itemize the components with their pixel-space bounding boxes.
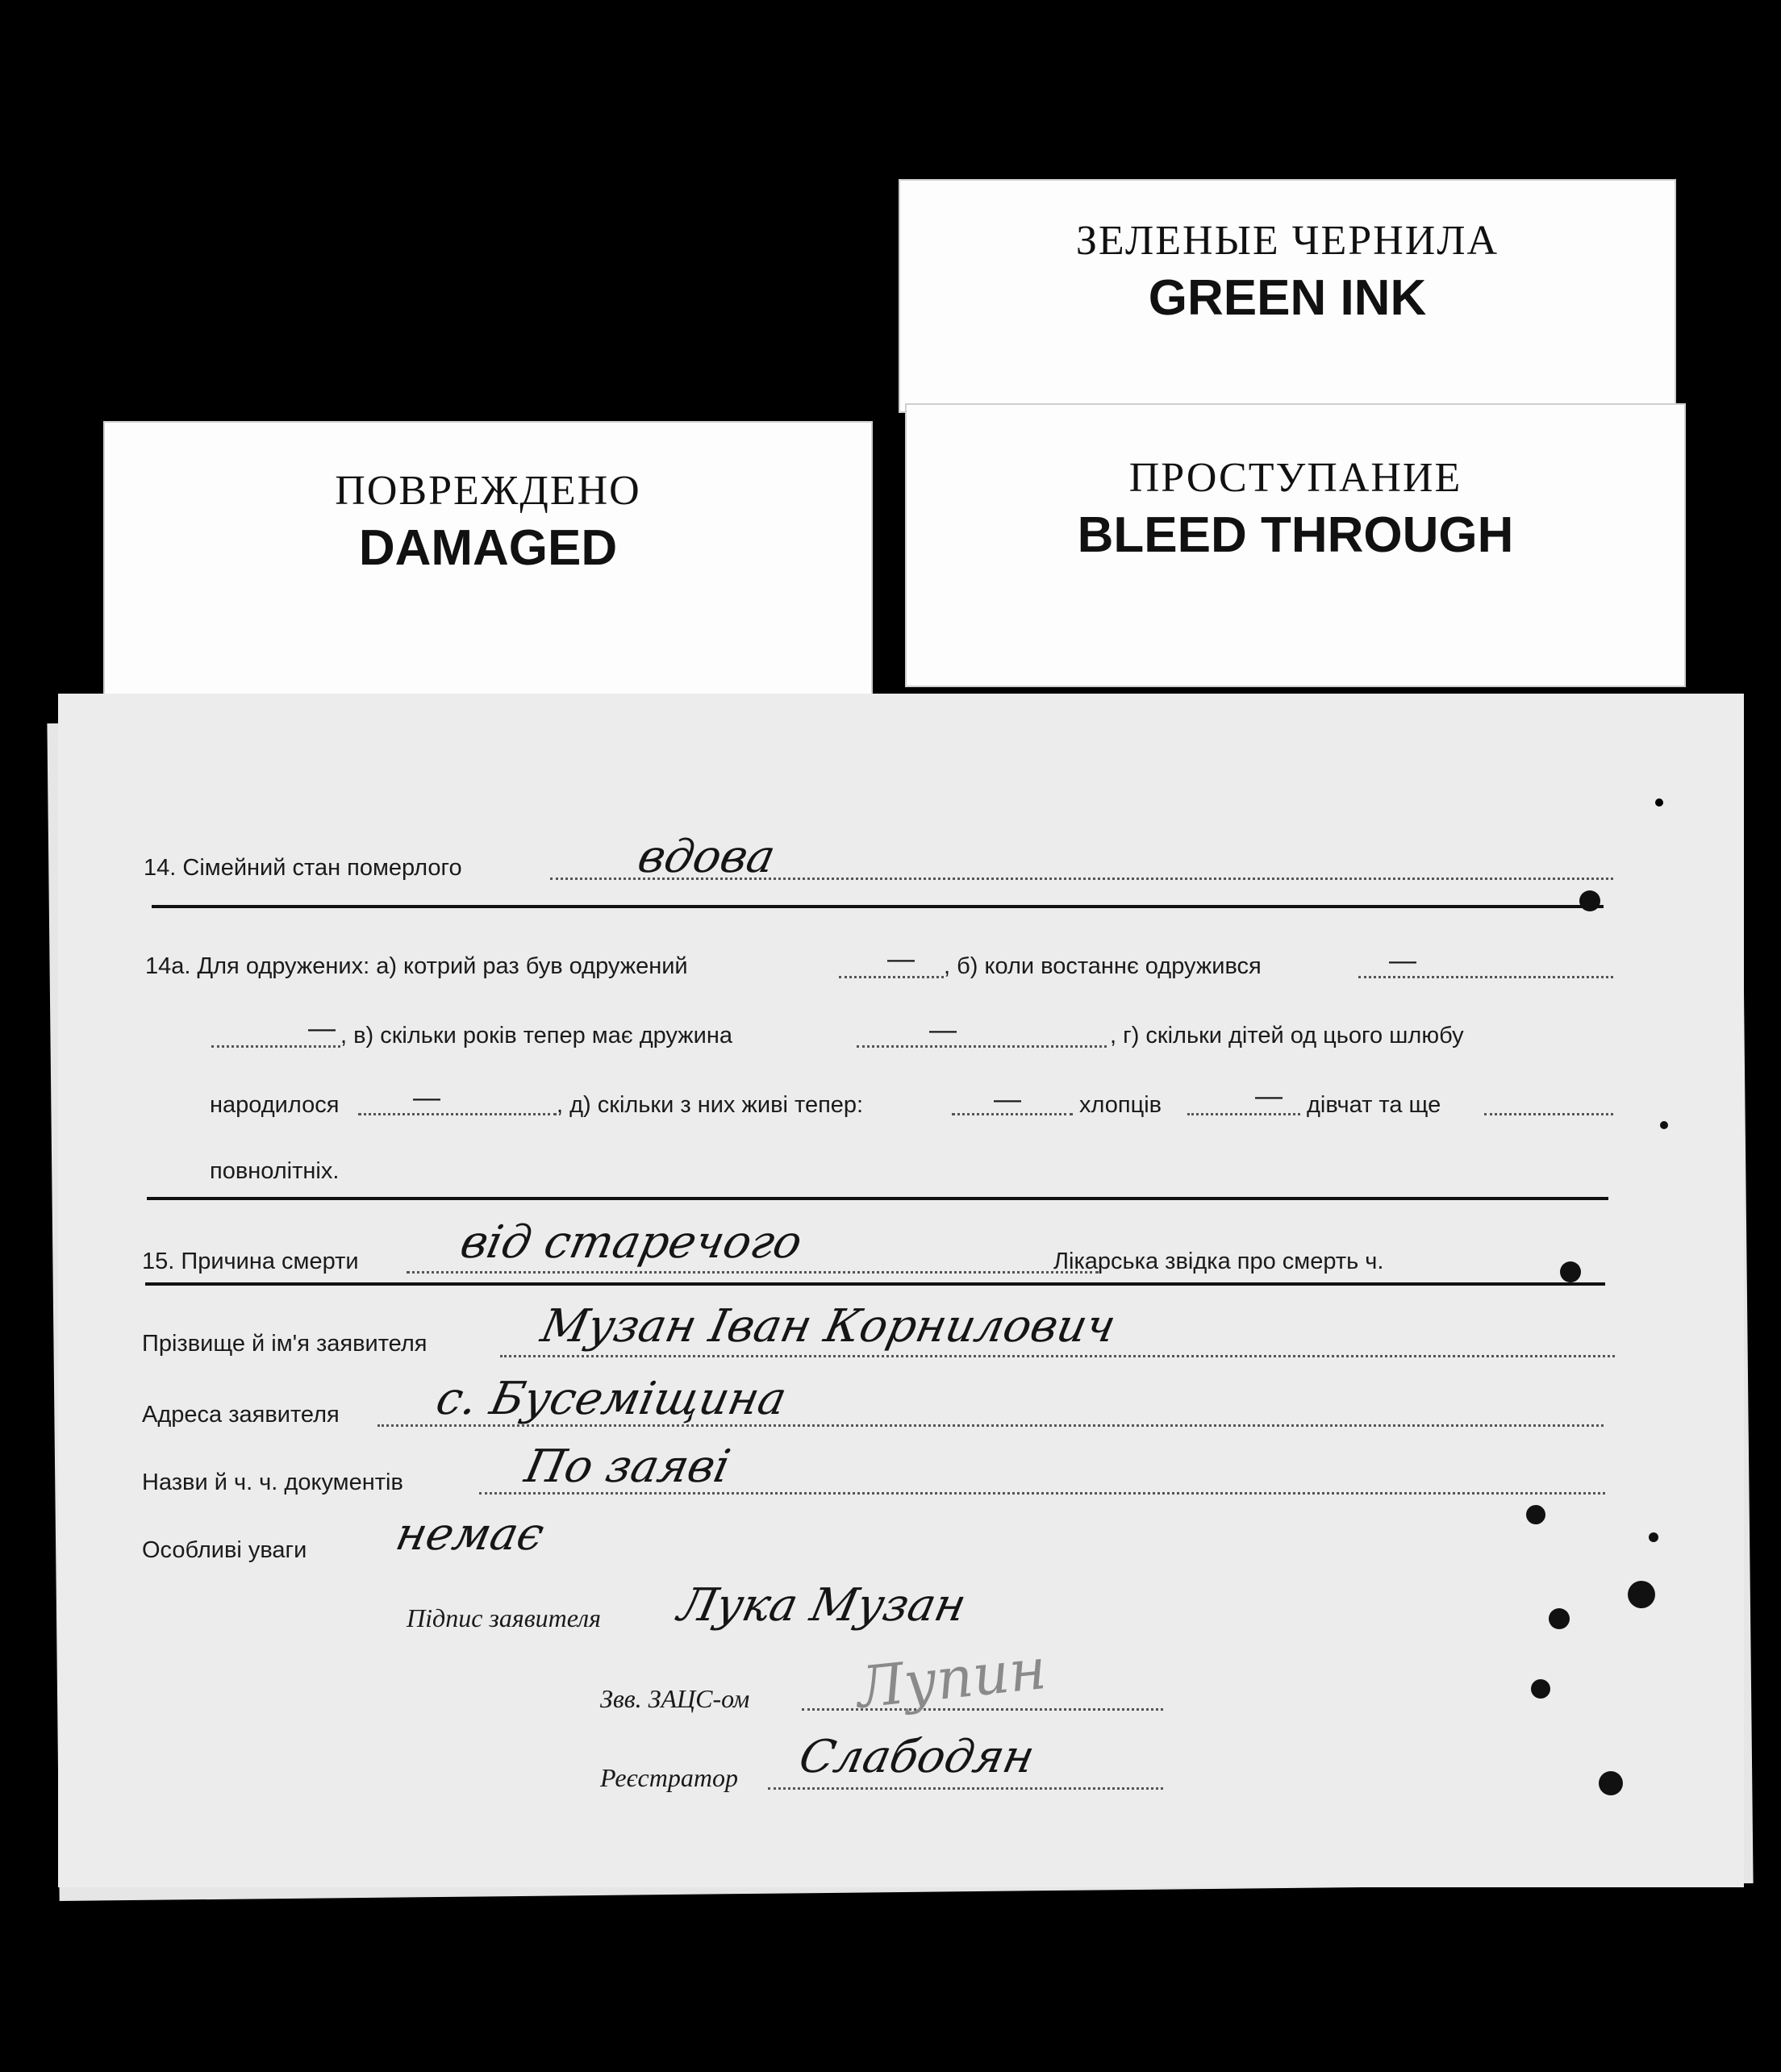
q14a-c-dots: [857, 1045, 1107, 1048]
applicant-name-label: Прізвище й ім'я заявителя: [142, 1331, 428, 1357]
q14a-boys-label: хлопців: [1079, 1092, 1162, 1118]
rule-after-14: [152, 905, 1604, 908]
punch-hole: [1549, 1608, 1570, 1629]
q14-value: вдова: [633, 831, 780, 883]
q14a-e-answer: —: [413, 1082, 440, 1113]
edge-speck: [1655, 798, 1663, 807]
applicant-address-label: Адреса заявителя: [142, 1402, 340, 1428]
registrar-value: Слабодян: [795, 1731, 1040, 1783]
applicant-name-value: Музан Іван Корнилович: [536, 1300, 1120, 1353]
signature-label: Підпис заявителя: [407, 1603, 601, 1632]
q15-value: від старечого: [456, 1216, 807, 1269]
death-record-form: [58, 694, 1744, 1887]
verified-dots: [802, 1708, 1163, 1711]
q14a-girls-dots: [1484, 1113, 1613, 1115]
q14a-g-answer: —: [1255, 1081, 1283, 1111]
q14a-label: 14а. Для одружених: а) котрий раз був одружений: [145, 953, 688, 979]
signature-value: Лука Музан: [674, 1579, 971, 1632]
q14a-e-dots: [358, 1113, 557, 1115]
applicant-name-dots: [500, 1355, 1615, 1357]
q14a-a-dots: [839, 976, 944, 978]
punch-hole: [1579, 890, 1600, 911]
q14a-a-answer: —: [887, 944, 915, 974]
documents-label: Назви й ч. ч. документів: [142, 1470, 403, 1495]
punch-hole: [1649, 1532, 1658, 1542]
applicant-address-value: с. Бусеміщина: [432, 1373, 791, 1425]
q14a-b-answer: —: [1389, 945, 1416, 976]
q14a-g-dots: [1187, 1113, 1300, 1115]
q14a-b-label: , б) коли востаннє одружився: [944, 953, 1262, 979]
bleed-through-ru: ПРОСТУПАНИЕ: [1128, 455, 1462, 501]
q14a-c-answer: —: [929, 1015, 957, 1045]
q14a-f-label: , д) скільки з них живі тепер:: [557, 1092, 864, 1118]
green-ink-ru: ЗЕЛЕНЫЕ ЧЕРНИЛА: [1075, 218, 1499, 264]
q14a-b2-dots: [211, 1045, 340, 1048]
bleed-through-en: BLEED THROUGH: [1077, 507, 1514, 563]
punch-hole: [1599, 1771, 1623, 1795]
q14a-c-label: , в) скільки років тепер має дружина: [340, 1023, 733, 1049]
q15-label: 15. Причина смерти: [142, 1249, 359, 1274]
damaged-card: [103, 421, 873, 711]
green-ink-en: GREEN INK: [1148, 270, 1427, 326]
q14a-d-label: , г) скільки дітей од цього шлюбу: [1110, 1023, 1464, 1049]
q14-label: 14. Сімейний стан померлого: [144, 855, 462, 881]
q14a-f-answer: —: [994, 1084, 1021, 1115]
registrar-label: Реєстратор: [600, 1763, 738, 1792]
q14a-b2-answer: —: [308, 1013, 336, 1044]
punch-hole: [1526, 1505, 1545, 1524]
green-ink-card: [899, 179, 1676, 413]
remarks-label: Особливі уваги: [142, 1537, 307, 1563]
rule-after-14a: [147, 1197, 1608, 1200]
verified-label: Звв. ЗАЦС-ом: [600, 1684, 750, 1713]
punch-hole: [1660, 1121, 1668, 1129]
punch-hole: [1628, 1581, 1655, 1608]
q14a-girls-label: дівчат та ще: [1307, 1092, 1441, 1118]
q14a-e-label: народилося: [210, 1092, 340, 1118]
remarks-value: немає: [391, 1508, 549, 1561]
q14a-adults-label: повнолітніх.: [210, 1158, 340, 1184]
documents-value: По заяві: [520, 1440, 735, 1493]
q15-dots: [407, 1271, 1099, 1274]
punch-hole: [1560, 1261, 1581, 1282]
verified-signature: Лупин: [853, 1635, 1049, 1722]
punch-hole: [1531, 1679, 1550, 1699]
damaged-en: DAMAGED: [358, 520, 618, 576]
q15-cert-label: Лікарська звідка про смерть ч.: [1053, 1249, 1384, 1274]
rule-after-15: [145, 1282, 1605, 1286]
registrar-dots: [768, 1787, 1163, 1790]
bleed-through-card: [905, 403, 1686, 687]
damaged-ru: ПОВРЕЖДЕНО: [335, 468, 641, 514]
